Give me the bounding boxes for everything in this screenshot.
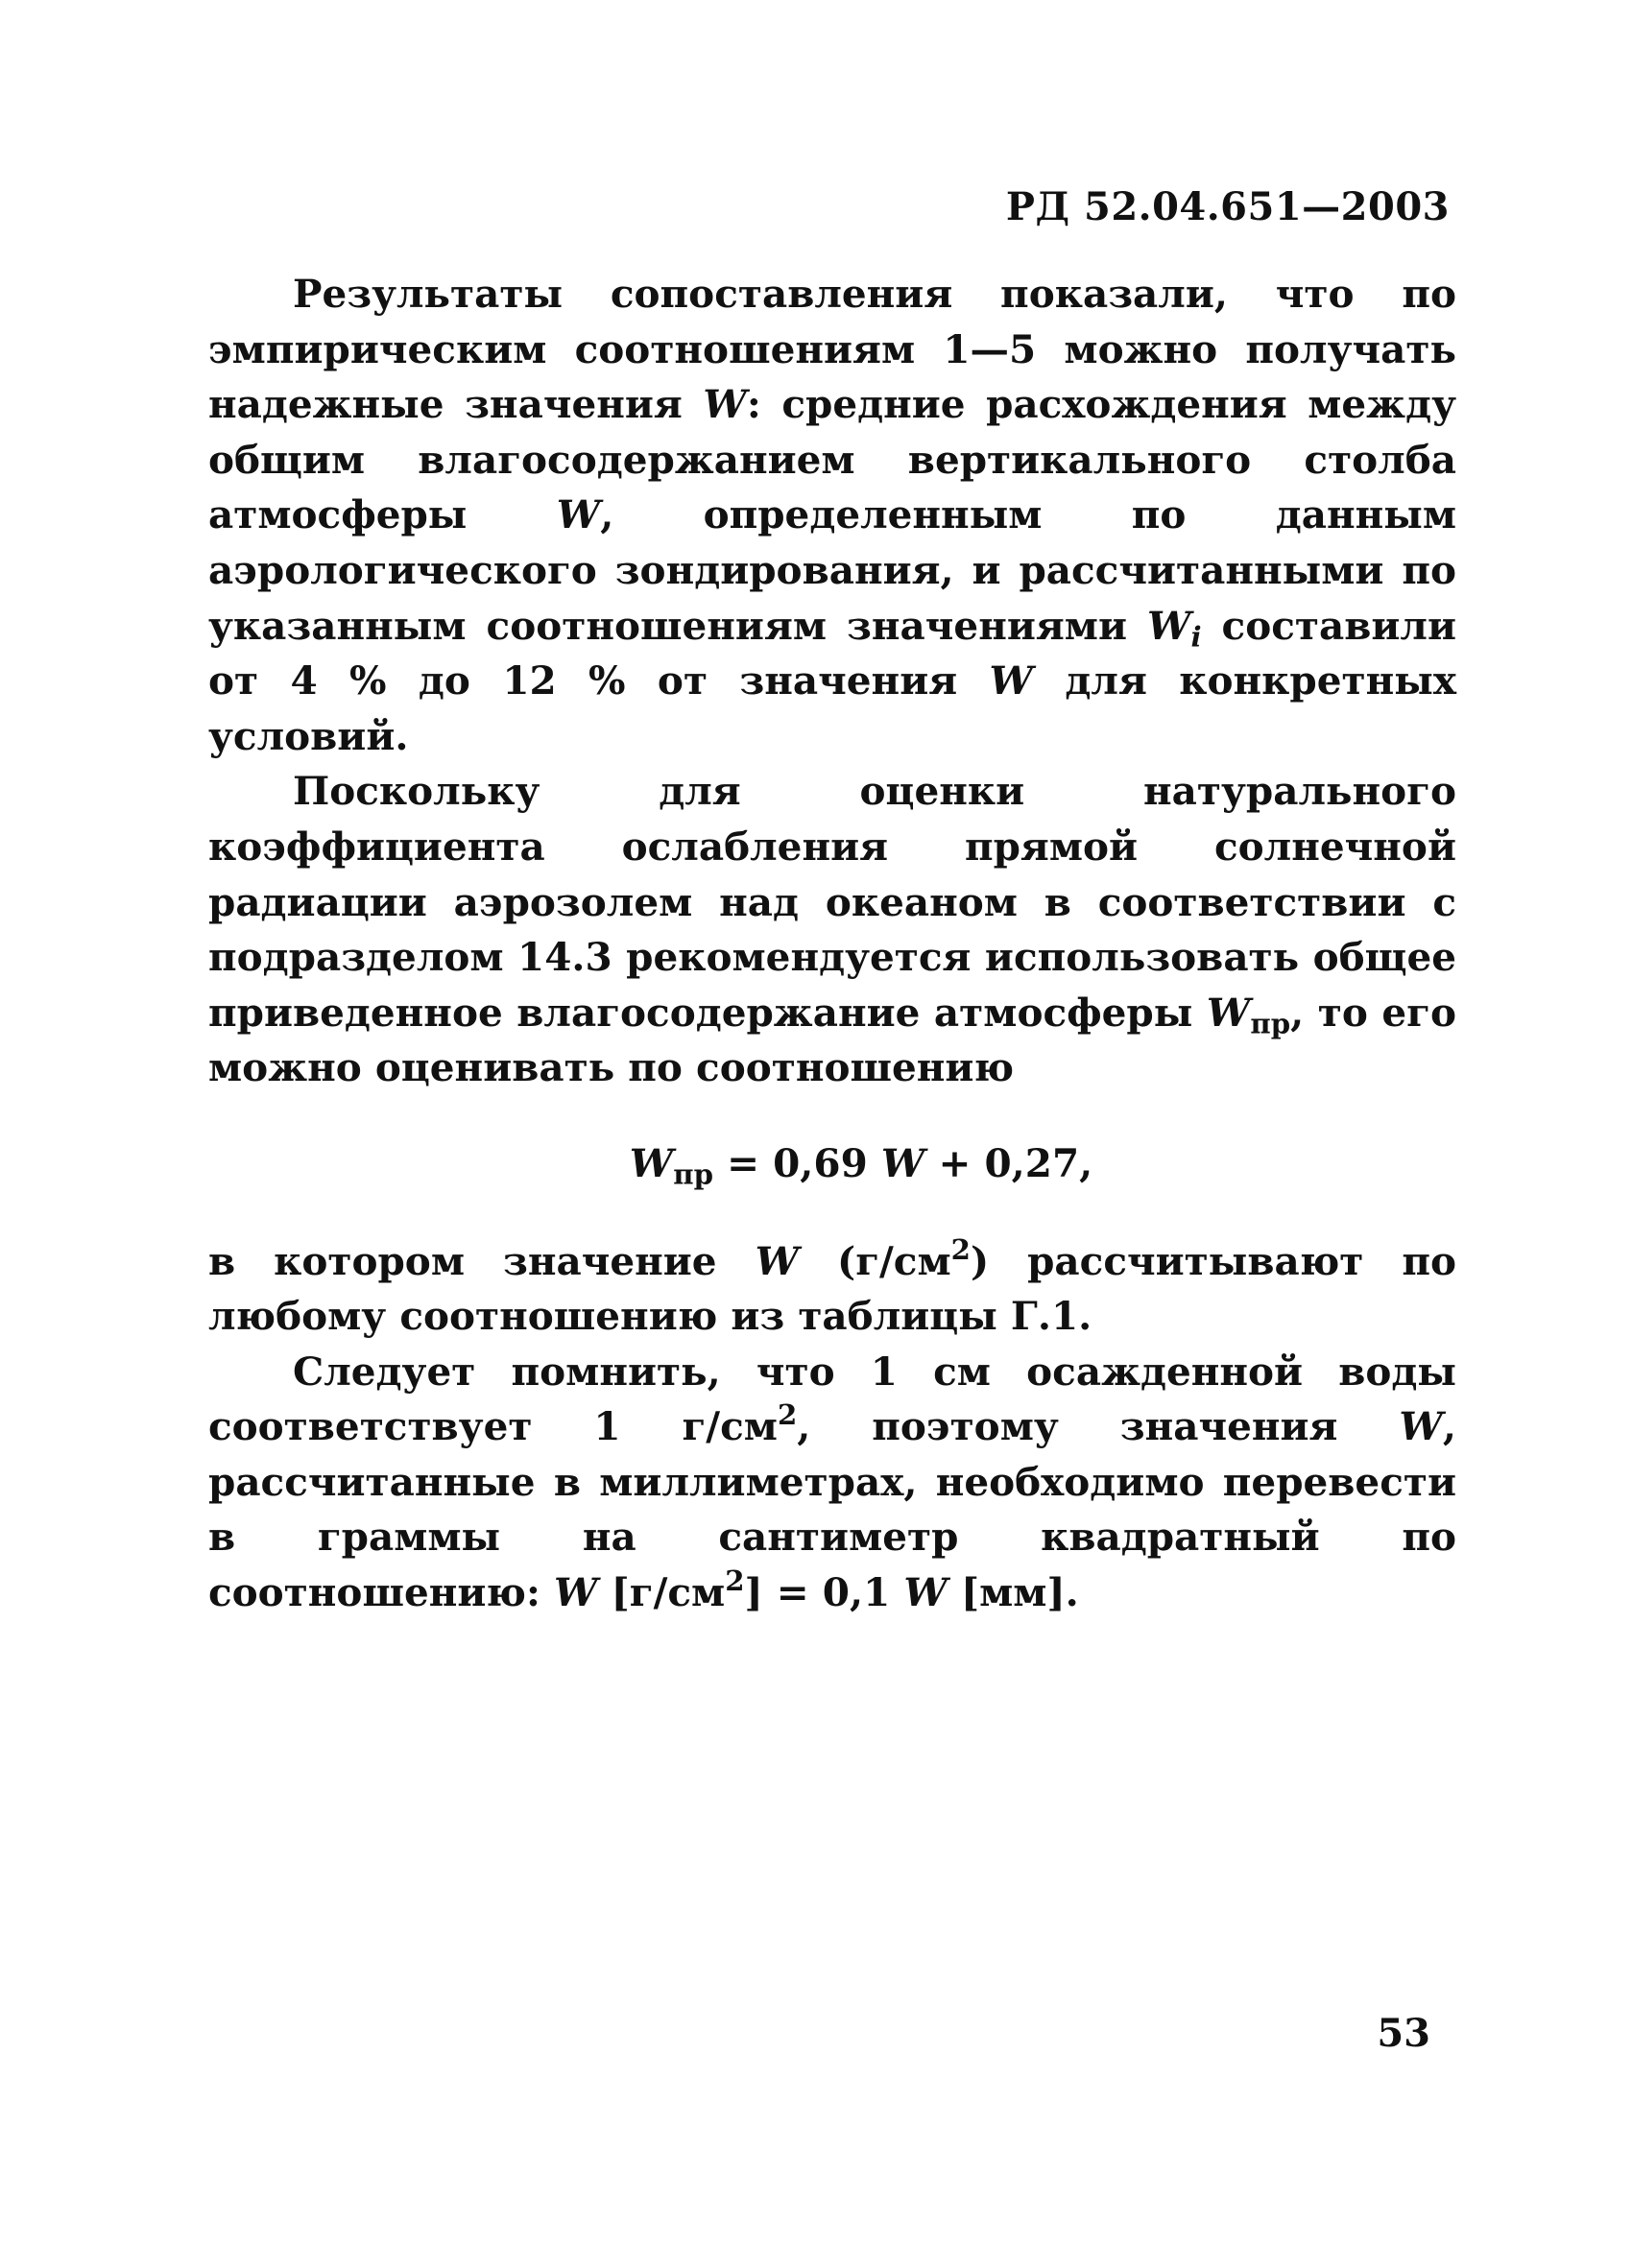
superscript-2: 2 — [777, 1398, 798, 1432]
variable-w-i: W — [1147, 602, 1191, 649]
paragraph-table-reference — [208, 1234, 1456, 1345]
subscript-i: i — [1190, 619, 1202, 653]
main-text — [208, 267, 1456, 1621]
formula-rhs-tail: + 0,27, — [924, 1139, 1093, 1186]
variable-w: W — [556, 491, 601, 538]
text-fragment: Результаты сопоставления показали, что по эмпирическим соотношениям 1—5 можно получать надежные значения — [208, 271, 1456, 428]
formula-rhs: = 0,69 — [712, 1139, 881, 1186]
variable-w: W — [755, 1237, 800, 1284]
text-fragment: ) рассчитывают по любому соотношению из таблицы Г.1. — [208, 1237, 1456, 1340]
text-fragment: составили от 4 % до 12 % от значения — [208, 602, 1456, 704]
paragraph-comparison-results — [208, 267, 1456, 764]
formula-lhs-subscript: пр — [673, 1158, 713, 1191]
text-fragment: [г/см — [597, 1569, 726, 1616]
text-fragment: : средние расхождения между общим влагосодержанием вертикального столба атмосферы — [208, 381, 1457, 538]
paragraph-unit-conversion — [208, 1345, 1456, 1621]
formula-w-pr — [208, 1136, 1456, 1192]
variable-w: W — [903, 1569, 948, 1616]
text-fragment: Поскольку для оценки натурального коэффициента ослабления прямой солнечной радиации аэрозолем над океаном в соответствии с подразделом 14.3 рекомендуется использовать общее приведенное влагосодержание атмосферы — [208, 768, 1456, 1036]
text-fragment: (г/см — [799, 1237, 951, 1284]
text-fragment: Следует помнить, что 1 см осажденной воды соответствует 1 г/см — [208, 1348, 1456, 1450]
page-number: 53 — [1377, 2011, 1430, 2056]
superscript-2: 2 — [725, 1564, 745, 1598]
paragraph-reduced-moisture — [208, 764, 1456, 1096]
variable-w: W — [1399, 1403, 1443, 1450]
subscript-pr: пр — [1250, 1007, 1291, 1039]
text-fragment: , определенным по данным аэрологического зондирования, и рассчитанными по указанным соотношениям значениями — [208, 491, 1457, 649]
text-fragment: в котором значение — [208, 1237, 756, 1284]
variable-w-pr: W — [1206, 989, 1251, 1036]
text-fragment: [мм]. — [947, 1569, 1079, 1616]
text-fragment: , рассчитанные в миллиметрах, необходимо перевести в граммы на сантиметр квадратный по соотношению: — [208, 1403, 1456, 1616]
superscript-2: 2 — [950, 1232, 971, 1266]
variable-w: W — [554, 1569, 598, 1616]
text-fragment: , то его можно оценивать по соотношению — [208, 989, 1457, 1091]
document-code-header: РД 52.04.651—2003 — [1005, 184, 1450, 229]
formula-lhs-variable: W — [629, 1139, 674, 1186]
variable-w: W — [703, 381, 747, 428]
formula-rhs-variable: W — [880, 1139, 925, 1186]
variable-w: W — [989, 657, 1034, 704]
text-fragment: , поэтому значения — [797, 1403, 1400, 1450]
text-fragment: ] = 0,1 — [744, 1569, 904, 1616]
text-fragment: для конкретных условий. — [208, 657, 1456, 759]
